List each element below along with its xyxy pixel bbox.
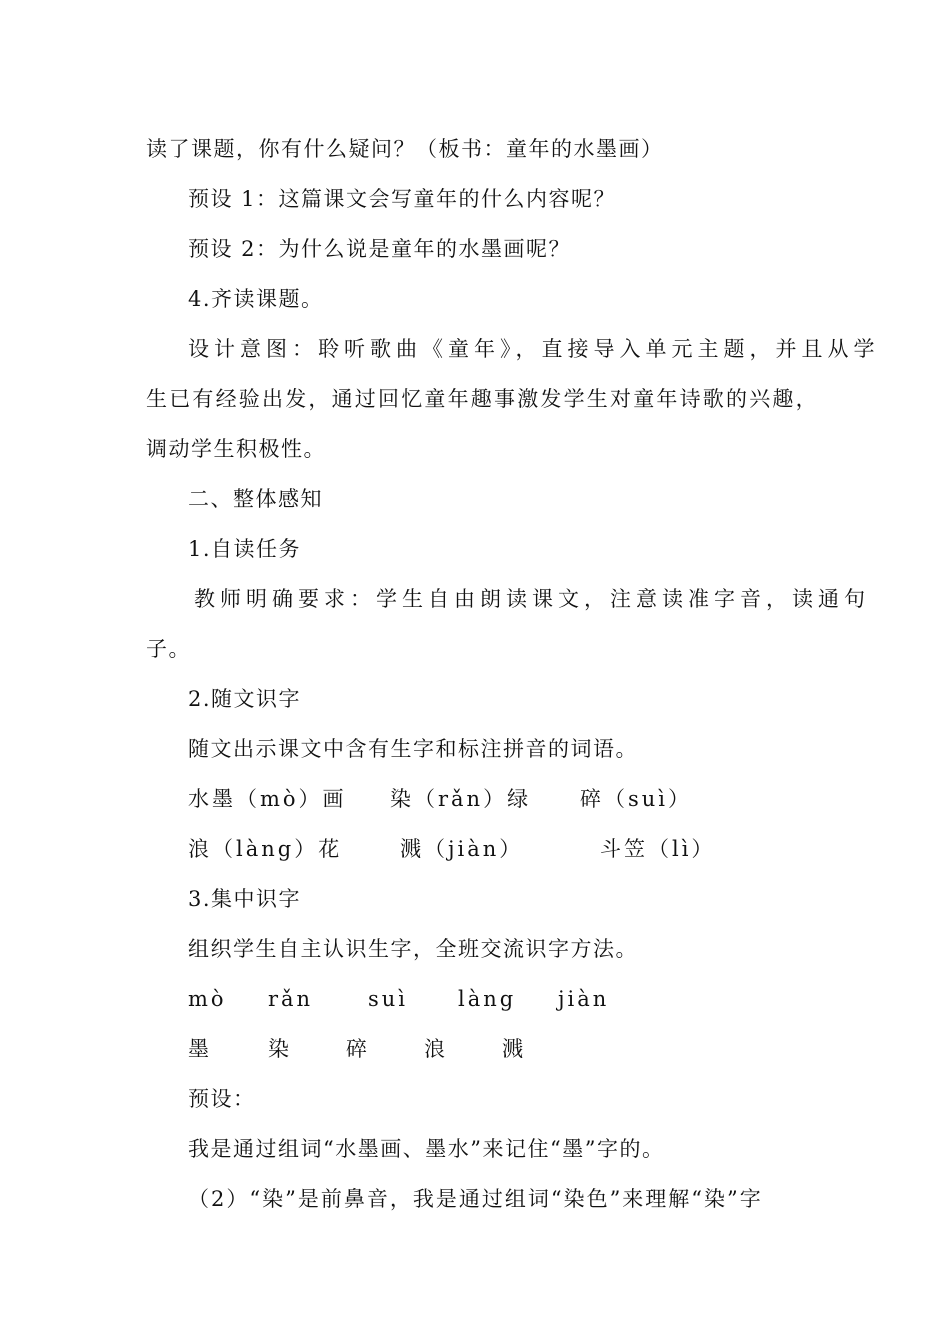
text-line-10: 教师明确要求：学生自由朗读课文，注意读准字音，读通句 (194, 587, 870, 611)
word-item: 浪（làng）花 (188, 837, 343, 861)
word-item: 溅（jiàn） (400, 837, 524, 861)
character-item: 墨 (188, 1037, 212, 1061)
word-item: 斗笠（lì） (600, 837, 716, 861)
pinyin-item: jiàn (558, 987, 610, 1011)
text-line-17: 组织学生自主认识生字，全班交流识字方法。 (188, 937, 638, 961)
text-line-5: 设计意图：聆听歌曲《童年》，直接导入单元主题，并且从学 (188, 337, 880, 361)
character-item: 溅 (502, 1037, 526, 1061)
text-line-3: 预设 2：为什么说是童年的水墨画呢？ (188, 237, 572, 261)
word-item: 碎（suì） (580, 787, 693, 811)
word-item: 染（rǎn）绿 (390, 787, 532, 811)
text-line-12: 2.随文识字 (188, 687, 302, 711)
text-line-11: 子。 (146, 637, 191, 661)
text-line-4: 4.齐读课题。 (188, 287, 324, 311)
text-line-16: 3.集中识字 (188, 887, 302, 911)
pinyin-item: rǎn (268, 987, 314, 1011)
text-line-13: 随文出示课文中含有生字和标注拼音的词语。 (188, 737, 638, 761)
text-line-2: 预设 1：这篇课文会写童年的什么内容呢？ (188, 187, 617, 211)
character-item: 染 (268, 1037, 292, 1061)
text-line-1: 读了课题，你有什么疑问？（板书：童年的水墨画） (146, 137, 664, 161)
text-line-20: 预设： (188, 1087, 256, 1111)
pinyin-item: làng (458, 987, 517, 1011)
word-item: 水墨（mò）画 (188, 787, 347, 811)
character-item: 碎 (346, 1037, 370, 1061)
text-line-6: 生已有经验出发，通过回忆童年趣事激发学生对童年诗歌的兴趣， (146, 387, 819, 411)
text-line-22: （2）“染”是前鼻音，我是通过组词“染色”来理解“染”字 (188, 1187, 763, 1211)
text-line-7: 调动学生积极性。 (146, 437, 326, 461)
pinyin-item: mò (188, 987, 227, 1011)
section-heading: 二、整体感知 (188, 487, 323, 511)
character-item: 浪 (424, 1037, 448, 1061)
text-line-21: 我是通过组词“水墨画、墨水”来记住“墨”字的。 (188, 1137, 665, 1161)
pinyin-item: suì (368, 987, 409, 1011)
text-line-9: 1.自读任务 (188, 537, 302, 561)
